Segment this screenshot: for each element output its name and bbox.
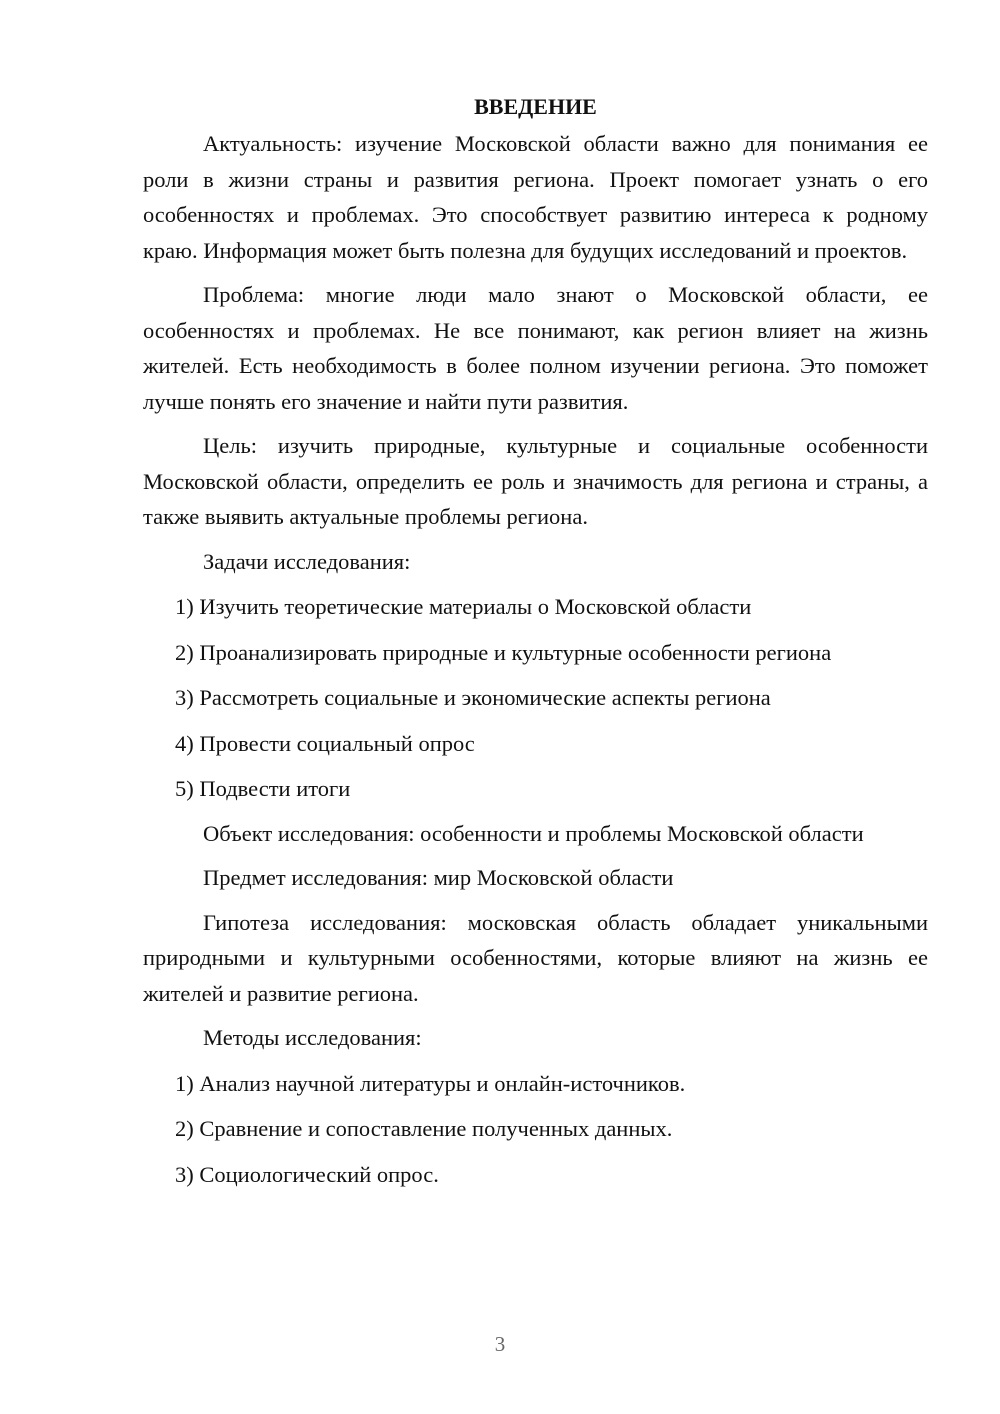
method-item: 1) Анализ научной литературы и онлайн-источников. <box>175 1070 686 1096</box>
hypothesis-paragraph: Гипотеза исследования: московская область обладает уникальными природными и культурными особенностями, которые влияют на жизнь ее жителей и развитие региона. <box>143 909 928 1006</box>
task-item: 4) Провести социальный опрос <box>175 730 475 756</box>
task-item: 5) Подвести итоги <box>175 776 351 801</box>
document-page <box>143 92 928 1192</box>
subject-paragraph: Предмет исследования: мир Московской области <box>203 865 674 890</box>
task-item: 3) Рассмотреть социальные и экономические аспекты региона <box>175 685 771 710</box>
section-title: ВВЕДЕНИЕ <box>474 94 597 119</box>
page-number: 3 <box>494 1332 506 1356</box>
methods-heading: Методы исследования: <box>203 1025 422 1050</box>
problem-paragraph: Проблема: многие люди мало знают о Московской области, ее особенностях и проблемах. Не все понимают, как регион влияет на жизнь жителей. Есть необходимость в более полном изучении региона. Это поможет лучше понять его значение и найти пути развития. <box>143 282 928 414</box>
task-item: 1) Изучить теоретические материалы о Московской области <box>175 594 752 619</box>
object-paragraph: Объект исследования: особенности и проблемы Московской области <box>203 820 864 846</box>
goal-paragraph: Цель: изучить природные, культурные и социальные особенности Московской области, определить ее роль и значимость для региона и страны, а также выявить актуальные проблемы региона. <box>143 433 928 529</box>
method-item: 3) Социологический опрос. <box>175 1161 439 1187</box>
task-item: 2) Проанализировать природные и культурные особенности региона <box>175 639 832 665</box>
tasks-heading: Задачи исследования: <box>203 548 411 574</box>
relevance-paragraph: Актуальность: изучение Московской области важно для понимания ее роли в жизни страны и развития региона. Проект помогает узнать о его особенностях и проблемах. Это способствует развитию интереса к родному краю. Информация может быть полезна для будущих исследований и проектов. <box>143 131 928 263</box>
method-item: 2) Сравнение и сопоставление полученных данных. <box>175 1116 673 1141</box>
